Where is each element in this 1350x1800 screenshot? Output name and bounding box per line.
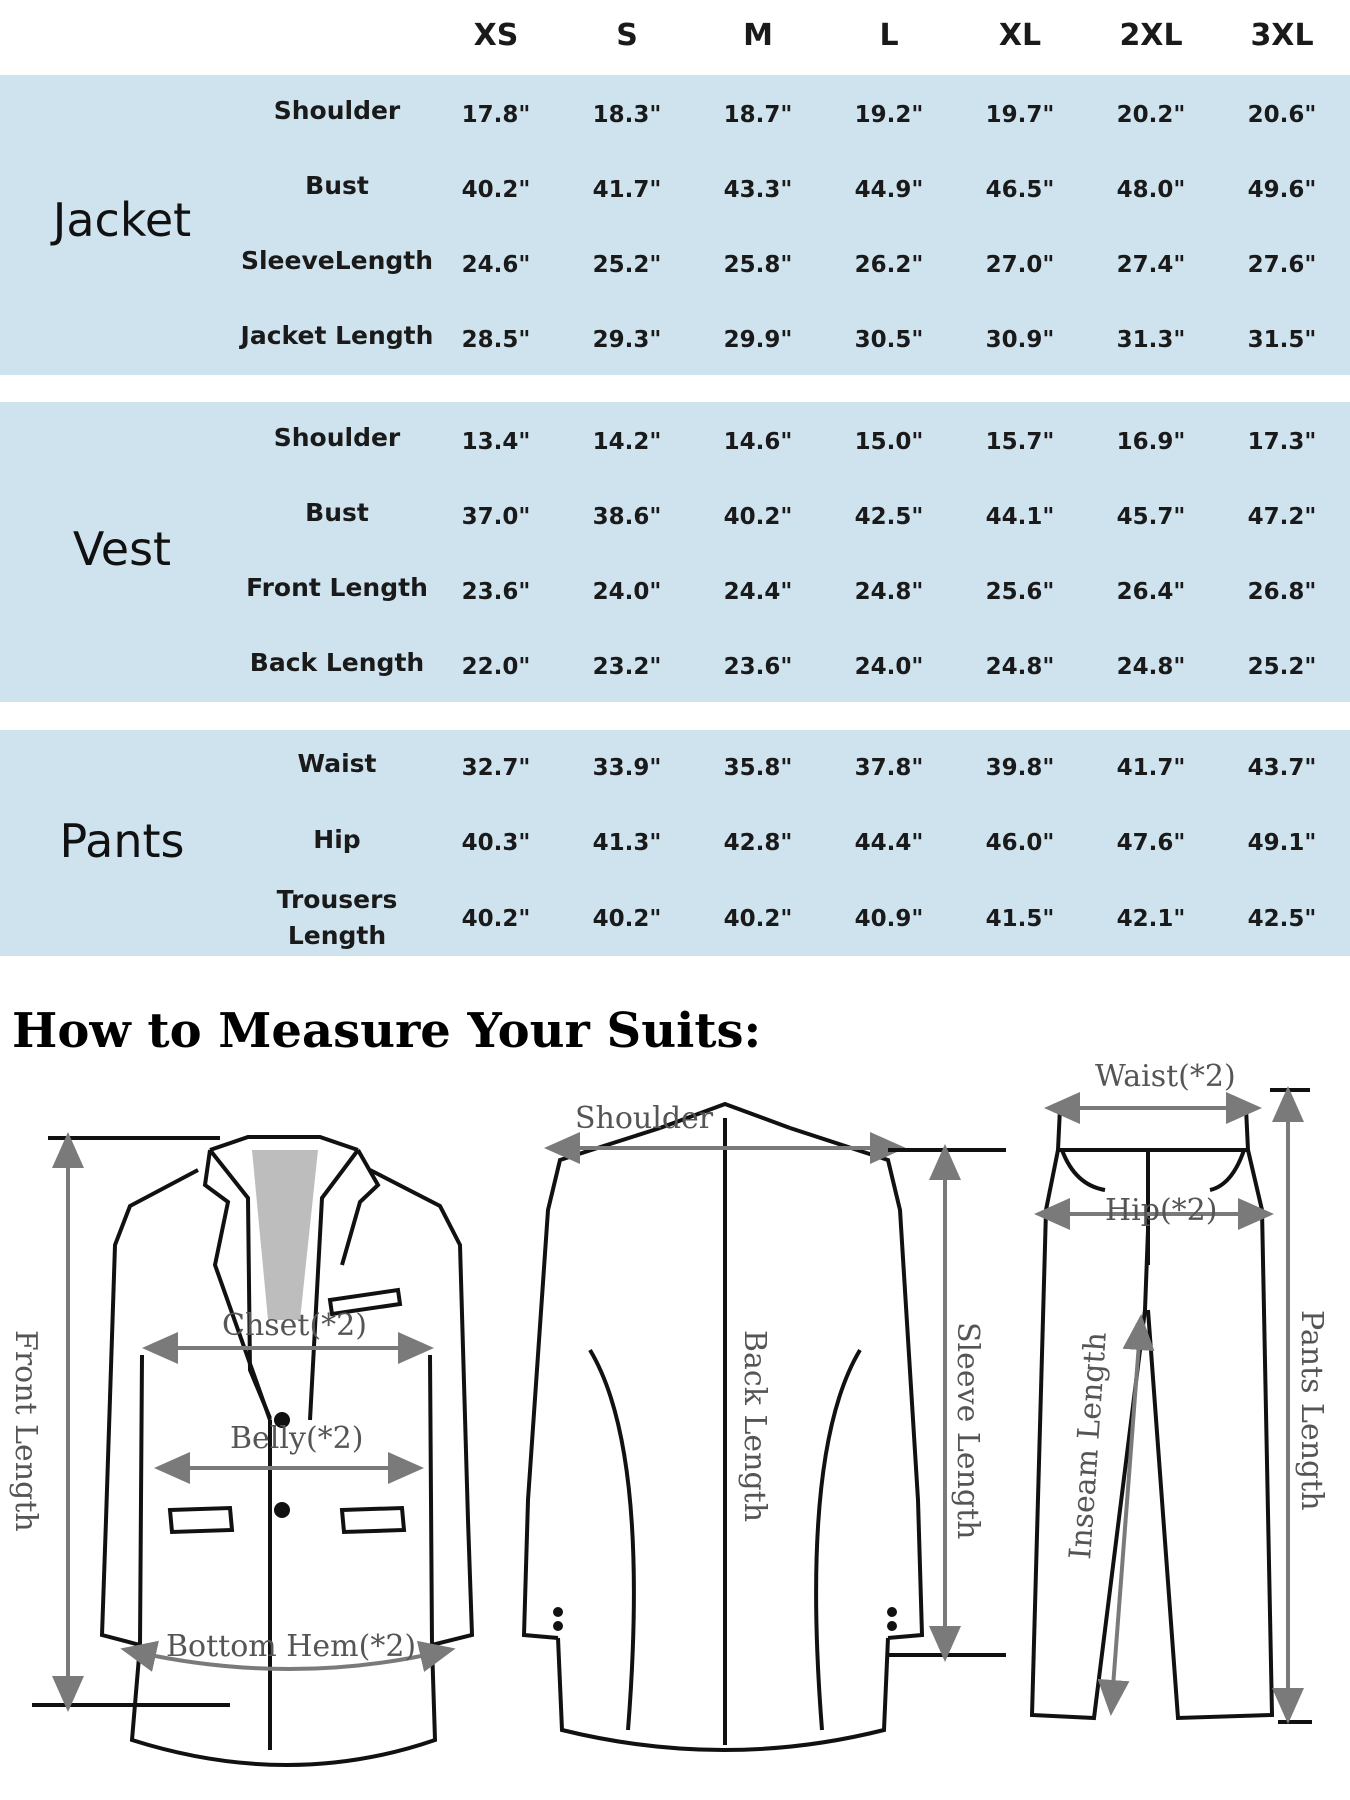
cell: 41.7" bbox=[592, 177, 662, 203]
cell: 26.2" bbox=[854, 252, 924, 278]
label-pants-length: Pants Length bbox=[1294, 1310, 1329, 1511]
vest-section bbox=[0, 402, 1350, 702]
cell: 25.2" bbox=[592, 252, 662, 278]
size-2xl: 2XL bbox=[1119, 18, 1183, 53]
cell: 23.2" bbox=[592, 654, 662, 680]
cell: 40.2" bbox=[592, 906, 662, 932]
size-xs: XS bbox=[473, 18, 519, 53]
cell: 41.5" bbox=[985, 906, 1055, 932]
size-header-row bbox=[0, 0, 1350, 75]
row-label: SleeveLength bbox=[240, 246, 434, 275]
cell: 42.5" bbox=[854, 504, 924, 530]
label-sleeve-length: Sleeve Length bbox=[950, 1322, 985, 1540]
cell: 18.3" bbox=[592, 102, 662, 128]
cell: 40.2" bbox=[723, 906, 793, 932]
cell: 24.8" bbox=[1116, 654, 1186, 680]
cell: 44.1" bbox=[985, 504, 1055, 530]
label-chest: Chset(*2) bbox=[222, 1308, 367, 1343]
label-shoulder: Shoulder bbox=[575, 1101, 714, 1136]
cell: 40.9" bbox=[854, 906, 924, 932]
row-label: Waist bbox=[297, 749, 377, 778]
cell: 17.8" bbox=[461, 102, 531, 128]
row-label: Hip bbox=[313, 825, 361, 854]
cell: 38.6" bbox=[592, 504, 662, 530]
cell: 26.4" bbox=[1116, 579, 1186, 605]
cell: 19.7" bbox=[985, 102, 1055, 128]
label-back-length: Back Length bbox=[737, 1330, 772, 1523]
size-m: M bbox=[743, 18, 773, 53]
row-label: Jacket Length bbox=[240, 321, 434, 350]
cell: 31.3" bbox=[1116, 327, 1186, 353]
inseam-arrow bbox=[1112, 1330, 1140, 1700]
cell: 25.8" bbox=[723, 252, 793, 278]
cell: 37.0" bbox=[461, 504, 531, 530]
cell: 18.7" bbox=[723, 102, 793, 128]
cell: 20.6" bbox=[1247, 102, 1317, 128]
cell: 13.4" bbox=[461, 429, 531, 455]
cell: 40.2" bbox=[461, 177, 531, 203]
howto-title: How to Measure Your Suits: bbox=[12, 1003, 762, 1059]
cell: 46.5" bbox=[985, 177, 1055, 203]
cell: 29.9" bbox=[723, 327, 793, 353]
cell: 15.0" bbox=[854, 429, 924, 455]
cell: 17.3" bbox=[1247, 429, 1317, 455]
cell: 24.4" bbox=[723, 579, 793, 605]
cell: 42.5" bbox=[1247, 906, 1317, 932]
cell: 15.7" bbox=[985, 429, 1055, 455]
cell: 27.6" bbox=[1247, 252, 1317, 278]
size-3xl: 3XL bbox=[1250, 18, 1314, 53]
cell: 47.2" bbox=[1247, 504, 1317, 530]
cell: 43.3" bbox=[723, 177, 793, 203]
cell: 25.6" bbox=[985, 579, 1055, 605]
cell: 14.6" bbox=[723, 429, 793, 455]
cell: 37.8" bbox=[854, 755, 924, 781]
cell: 14.2" bbox=[592, 429, 662, 455]
cell: 27.0" bbox=[985, 252, 1055, 278]
row-label: Front Length bbox=[246, 573, 428, 602]
cell: 25.2" bbox=[1247, 654, 1317, 680]
cell: 40.3" bbox=[461, 830, 531, 856]
section-title-jacket: Jacket bbox=[52, 193, 192, 247]
cell: 41.7" bbox=[1116, 755, 1186, 781]
row-label: Bust bbox=[305, 498, 369, 527]
cell: 44.4" bbox=[854, 830, 924, 856]
jacket-back-drawing bbox=[524, 1104, 922, 1750]
cell: 49.1" bbox=[1247, 830, 1317, 856]
cell: 24.0" bbox=[592, 579, 662, 605]
row-label: Trousers Length bbox=[276, 885, 398, 950]
cell: 45.7" bbox=[1116, 504, 1186, 530]
cell: 16.9" bbox=[1116, 429, 1186, 455]
cell: 48.0" bbox=[1116, 177, 1186, 203]
label-belly: Belly(*2) bbox=[230, 1421, 364, 1456]
cell: 30.5" bbox=[854, 327, 924, 353]
row-label: Back Length bbox=[249, 648, 425, 677]
cell: 20.2" bbox=[1116, 102, 1186, 128]
cell: 19.2" bbox=[854, 102, 924, 128]
size-s: S bbox=[616, 18, 638, 53]
cell: 35.8" bbox=[723, 755, 793, 781]
cell: 24.8" bbox=[854, 579, 924, 605]
label-front-length: Front Length bbox=[8, 1330, 43, 1532]
cell: 24.0" bbox=[854, 654, 924, 680]
button-icon bbox=[274, 1502, 290, 1518]
row-label: Bust bbox=[305, 171, 369, 200]
pants-section bbox=[0, 730, 1350, 956]
label-hip: Hip(*2) bbox=[1105, 1193, 1218, 1228]
cell: 39.8" bbox=[985, 755, 1055, 781]
cell: 46.0" bbox=[985, 830, 1055, 856]
cell: 32.7" bbox=[461, 755, 531, 781]
cell: 27.4" bbox=[1116, 252, 1186, 278]
cell: 24.8" bbox=[985, 654, 1055, 680]
cell: 23.6" bbox=[723, 654, 793, 680]
cell: 43.7" bbox=[1247, 755, 1317, 781]
cell: 22.0" bbox=[461, 654, 531, 680]
cell: 42.1" bbox=[1116, 906, 1186, 932]
cell: 44.9" bbox=[854, 177, 924, 203]
cell: 28.5" bbox=[461, 327, 531, 353]
cell: 30.9" bbox=[985, 327, 1055, 353]
cell: 41.3" bbox=[592, 830, 662, 856]
label-bottom-hem: Bottom Hem(*2) bbox=[166, 1629, 417, 1664]
cell: 31.5" bbox=[1247, 327, 1317, 353]
cell: 33.9" bbox=[592, 755, 662, 781]
row-label: Shoulder bbox=[273, 423, 401, 452]
cell: 42.8" bbox=[723, 830, 793, 856]
section-title-pants: Pants bbox=[59, 814, 185, 868]
cell: 29.3" bbox=[592, 327, 662, 353]
section-title-vest: Vest bbox=[72, 522, 172, 576]
size-xl: XL bbox=[998, 18, 1042, 53]
cell: 24.6" bbox=[461, 252, 531, 278]
cell: 23.6" bbox=[461, 579, 531, 605]
row-label: Shoulder bbox=[273, 96, 401, 125]
cell: 47.6" bbox=[1116, 830, 1186, 856]
size-l: L bbox=[879, 18, 899, 53]
jacket-section bbox=[0, 75, 1350, 375]
cell: 40.2" bbox=[461, 906, 531, 932]
measure-diagram bbox=[0, 1059, 1350, 1790]
label-waist: Waist(*2) bbox=[1095, 1059, 1236, 1094]
label-inseam-length: Inseam Length bbox=[1063, 1330, 1114, 1561]
cell: 26.8" bbox=[1247, 579, 1317, 605]
shirt-fill bbox=[252, 1150, 318, 1320]
cell: 49.6" bbox=[1247, 177, 1317, 203]
cell: 40.2" bbox=[723, 504, 793, 530]
